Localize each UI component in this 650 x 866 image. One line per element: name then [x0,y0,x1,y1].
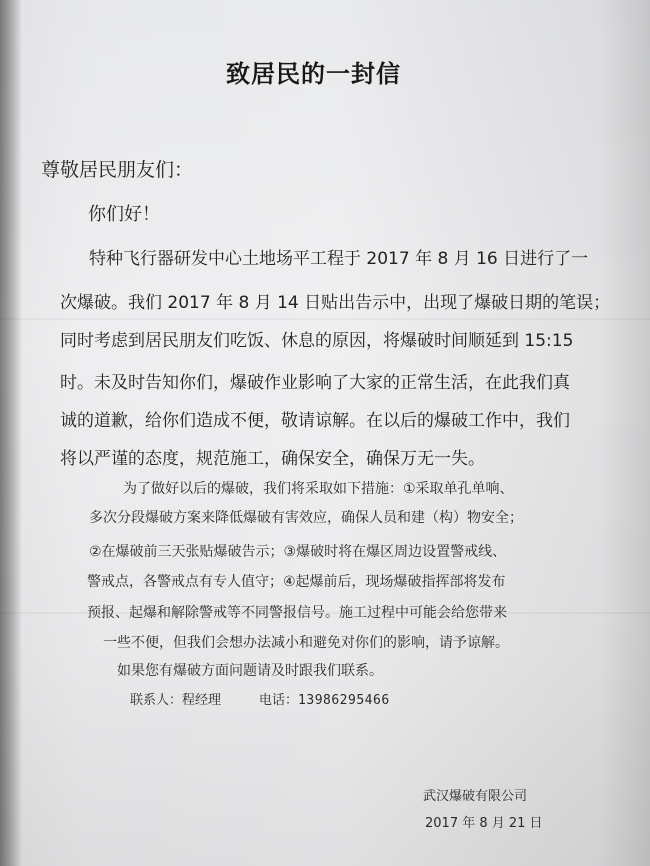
paragraph-line: 警戒点，各警戒点有专人值守；④起爆前后，现场爆破指挥部将发布 [87,574,506,590]
paragraph-line: 如果您有爆破方面问题请及时跟我们联系。 [117,663,383,679]
page-left-shadow [0,0,22,866]
contact-line [130,689,390,708]
paragraph-line: 预报、起爆和解除警戒等不同警报信号。施工过程中可能会给您带来 [87,605,507,621]
paragraph-line: ②在爆破前三天张贴爆破告示；③爆破时将在爆区周边设置警戒线、 [89,544,507,560]
paragraph-line: 将以严谨的态度，规范施工，确保安全，确保万无一失。 [60,449,485,469]
paragraph-line: 诚的道歉，给你们造成不便，敬请谅解。在以后的爆破工作中，我们 [60,411,570,431]
paragraph-line: 特种飞行器研发中心土地场平工程于 2017 年 8 月 16 日进行了一 [89,249,589,269]
company-name: 武汉爆破有限公司 [423,789,528,804]
contact-person-name: 程经理 [182,693,222,708]
paragraph-line: 一些不便，但我们会想办法减小和避免对你们的影响，请予谅解。 [103,635,509,651]
paper-fold-line [0,318,650,320]
paragraph-line: 多次分段爆破方案来降低爆破有害效应，确保人员和建（构）物安全； [89,510,523,526]
contact-person-label: 联系人： [130,693,183,708]
paragraph-line: 同时考虑到居民朋友们吃饭、休息的原因，将爆破时间顺延到 15:15 [60,331,574,351]
contact-phone-number: 13986295466 [298,693,390,708]
paragraph-line: 次爆破。我们 2017 年 8 月 14 日贴出告示中，出现了爆破日期的笔误； [60,293,611,313]
salutation: 尊敬居民朋友们： [41,159,194,181]
paragraph-line: 为了做好以后的爆破，我们将采取如下措施：①采取单孔单响、 [123,481,514,497]
paragraph-line: 时。未及时告知你们，爆破作业影响了大家的正常生活，在此我们真 [60,373,570,393]
contact-phone-label: 电话： [259,693,299,708]
letter-title: 致居民的一封信 [226,60,401,88]
letter-date: 2017 年 8 月 21 日 [425,816,543,831]
greeting: 你们好！ [88,204,160,225]
